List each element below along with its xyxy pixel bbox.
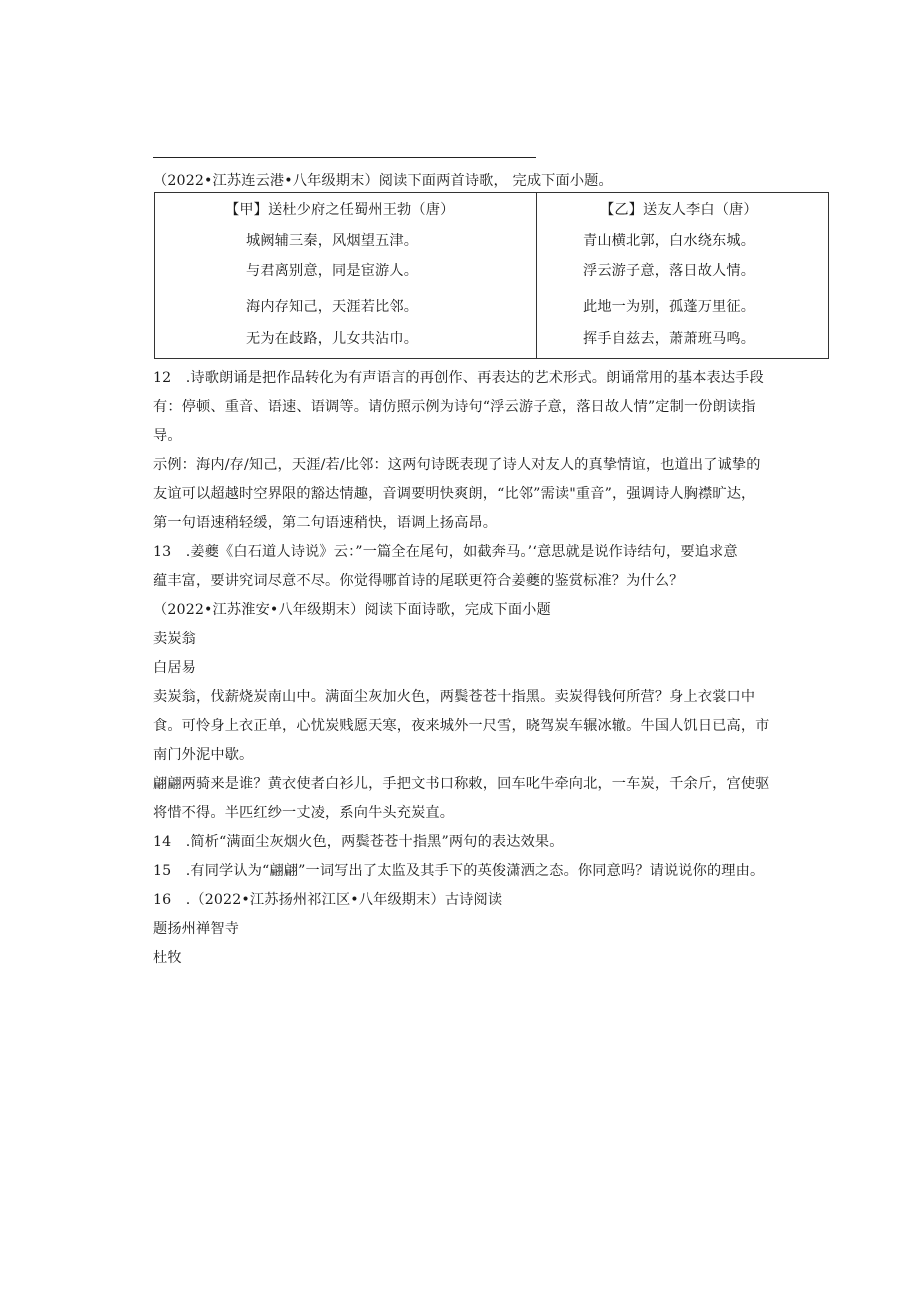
poem-title-maitanweng: 卖炭翁: [153, 631, 197, 647]
top-divider: [153, 157, 536, 158]
poem-author-baijuyi: 白居易: [153, 660, 197, 676]
question-12-line-3: 导。: [153, 428, 182, 444]
poem-verse-jia-3: 海内存知己，天涯若比邻。: [246, 299, 419, 315]
poem-verse-jia-4: 无为在歧路，儿女共沾巾。: [246, 331, 419, 347]
poem-author-dumu: 杜牧: [153, 950, 182, 966]
poem-text-line-1: 卖炭翁，伐薪烧炭南山中。满面尘灰加火色，两鬓苍苍十指黑。卖炭得钱何所营？身上衣裳口中: [153, 689, 756, 705]
poem-verse-yi-4: 挥手自兹去，萧萧班马鸣。: [583, 331, 756, 347]
question-13-line-2: 蕴丰富，要讲究词尽意不尽。你觉得哪首诗的尾联更符合姜夔的鉴赏标准？为什么？: [153, 573, 684, 589]
section-intro-2: （2022•江苏淮安•八年级期末）阅读下面诗歌，完成下面小题: [153, 602, 551, 618]
example-line-2: 友谊可以超越时空界限的豁达情趣，音调要明快爽朗，“比邻”需读"重音”，强调诗人胸襟旷达，: [153, 486, 756, 502]
example-line-1: 示例：海内/存/知己，天涯/若/比邻：这两句诗既表现了诗人对友人的真挚情谊，也道出了诚挚的: [153, 457, 761, 473]
poem-title-jia: 【甲】送杜少府之任蜀州王勃（唐）: [225, 202, 455, 218]
poem-verse-jia-2: 与君离别意，同是宦游人。: [246, 263, 419, 279]
poem-comparison-table: [154, 192, 829, 359]
question-15: 15 .有同学认为“翩翩”一词写出了太监及其手下的英俊潇洒之态。你同意吗？请说说你的理由。: [153, 863, 765, 879]
poem-title-chanzhisi: 题扬州禅智寺: [153, 921, 240, 937]
poem-verse-yi-1: 青山横北郭，白水绕东城。: [583, 233, 756, 249]
question-14: 14 .简析“满面尘灰烟火色，两鬓苍苍十指黑”两句的表达效果。: [153, 834, 564, 850]
question-16: 16 .（2022•江苏扬州祁江区•八年级期末）古诗阅读: [153, 892, 503, 908]
poem-verse-yi-3: 此地一为别，孤蓬万里征。: [583, 299, 756, 315]
poem-verse-jia-1: 城阙辅三秦，风烟望五津。: [246, 233, 419, 249]
poem-column-jia: [155, 193, 536, 358]
poem-column-yi: [537, 193, 829, 358]
poem-title-yi: 【乙】送友人李白（唐）: [600, 202, 758, 218]
example-line-3: 第一句语速稍轻缓，第二句语速稍快，语调上扬高昂。: [153, 515, 498, 531]
poem-text-line-2: 食。可怜身上衣正单，心忧炭贱愿天寒，夜来城外一尺雪，晓驾炭车辗冰辙。牛国人饥日已高，市: [153, 718, 770, 734]
question-13-line-1: 13 .姜夔《白石道人诗说》云：”一篇全在尾句，如截奔马。’‘意思就是说作诗结句，要追求意: [153, 544, 738, 560]
question-12-line-2: 有：停顿、重音、语速、语调等。请仿照示例为诗句“浮云游子意，落日故人情”定制一份朗读指: [153, 399, 756, 415]
poem-text-line-5: 将惜不得。半匹红纱一丈凌，系向牛头充炭直。: [153, 805, 455, 821]
poem-verse-yi-2: 浮云游子意，落日故人情。: [583, 263, 756, 279]
question-12-line-1: 12 .诗歌朗诵是把作品转化为有声语言的再创作、再表达的艺术形式。朗诵常用的基本表达手段: [153, 370, 764, 386]
section-intro: （2022•江苏连云港•八年级期末）阅读下面两首诗歌， 完成下面小题。: [153, 173, 613, 189]
poem-text-line-4: 翩翩两骑来是谁？黄衣使者白衫儿，手把文书口称敕，回车叱牛牵向北，一车炭，千余斤，宫使驱: [153, 776, 770, 792]
poem-text-line-3: 南门外泥中歇。: [153, 747, 254, 763]
